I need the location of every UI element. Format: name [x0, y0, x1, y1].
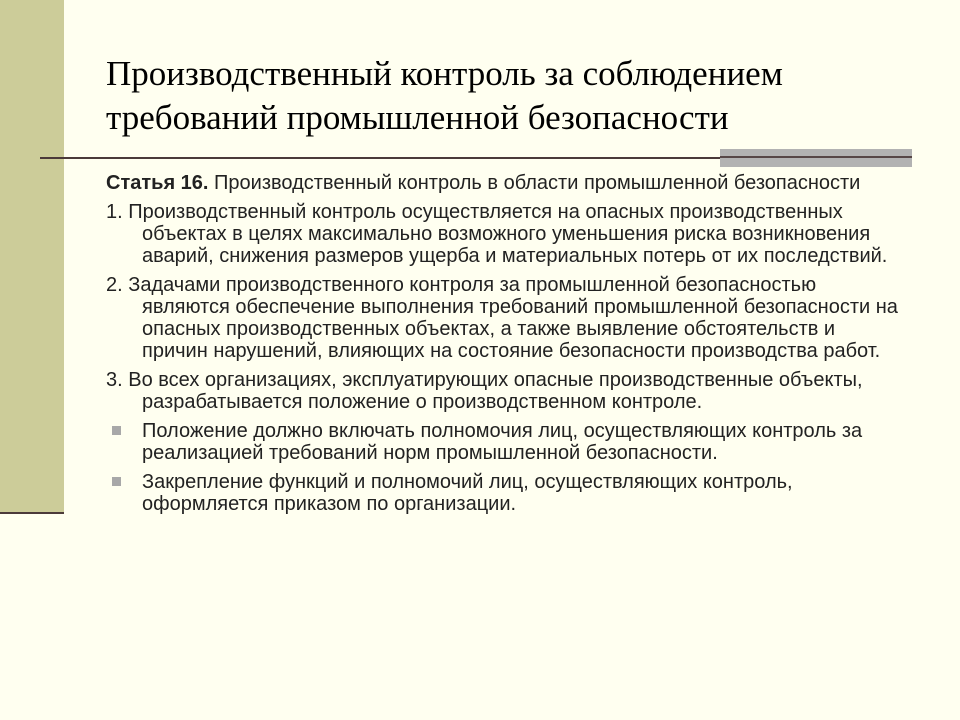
- bullet-text-2: Закрепление функций и полномочий лиц, осуществляющих контроль, оформляется приказом по организации.: [142, 471, 793, 515]
- article-heading: [106, 172, 906, 194]
- bullet-square-icon: [112, 426, 121, 435]
- slide-content: [106, 172, 906, 522]
- bullet-text-1: Положение должно включать полномочия лиц, осуществляющих контроль за реализацией требований норм промышленной безопасности.: [142, 420, 863, 464]
- paragraph-2: 2. Задачами производственного контроля за промышленной безопасностью являются обеспечение выполнения требований промышленной безопасности на опасных производственных объектах, а также выявление обстоятельств и причин нарушений, влияющих на состояние безопасности производства работ.: [106, 274, 898, 362]
- left-bar-underline: [0, 512, 64, 514]
- slide-title: Производственный контроль за соблюдением требований промышленной безопасности: [106, 54, 783, 137]
- article-text: Производственный контроль в области промышленной безопасности: [214, 172, 861, 194]
- bullet-item-2: [106, 471, 906, 515]
- paragraph-1: 1. Производственный контроль осуществляется на опасных производственных объектах в целях максимально возможного уменьшения риска возникновения аварий, снижения размеров ущерба и материальных потерь от их последствий.: [106, 201, 888, 267]
- left-accent-bar: [0, 0, 64, 512]
- article-label: Статья 16.: [106, 172, 209, 194]
- bullet-item-1: [106, 420, 906, 464]
- bullet-square-icon: [112, 477, 121, 486]
- divider-accent-block: [720, 149, 912, 167]
- paragraph-3: 3. Во всех организациях, эксплуатирующих опасные производственные объекты, разрабатывается положение о производственном контроле.: [106, 369, 863, 413]
